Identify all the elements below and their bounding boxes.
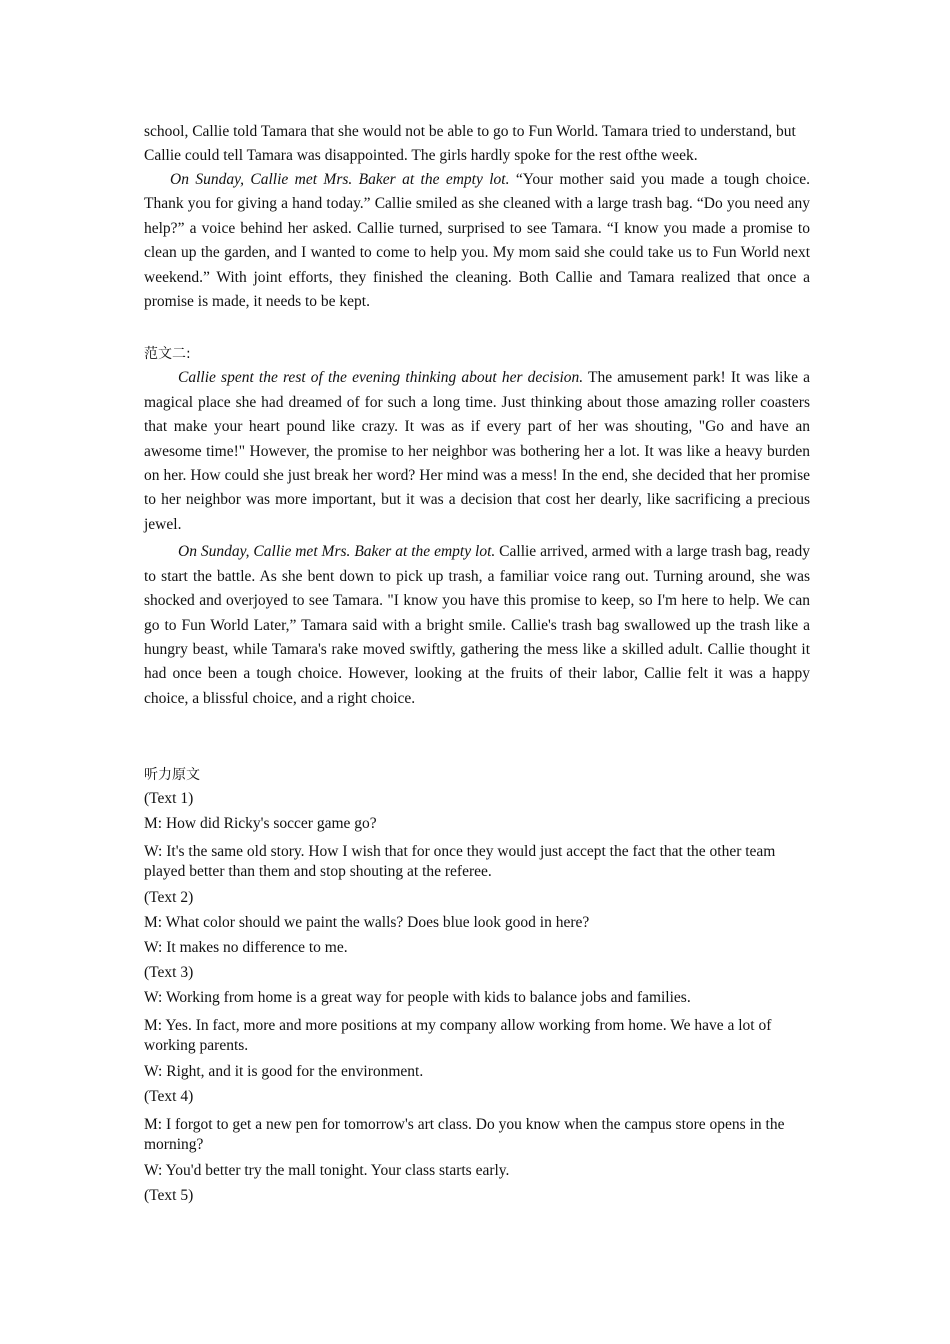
document-page	[144, 120, 810, 1206]
passage-two-paragraph-2-body: Callie arrived, armed with a large trash bag, ready to start the battle. As she bent down to pick up trash, a familiar voice rang out. Turning around, she was shocked and overjoyed to see Tamara. "I know you have this promise to keep, so I'm here to help. We can go to Fun World Later,” Tamara said with a bright smile. Callie's trash bag swallowed up the trash like a hungry beast, while Tamara's rake moved swiftly, gathering the mess like a skilled adult. Callie thought it had once been a tough choice. However, looking at the fruits of their labor, Callie felt it was a happy choice, a blissful choice, and a right choice.	[144, 543, 810, 707]
passage-one-paragraph-1: school, Callie told Tamara that she would not be able to go to Fun World. Tamara tried to understand, but Callie could tell Tamara was disappointed. The girls hardly spoke for the rest ofthe week.	[144, 123, 796, 164]
text-2-label: (Text 2)	[144, 889, 194, 907]
passage-two-paragraph-2-lead: On Sunday, Callie met Mrs. Baker at the empty lot.	[178, 543, 496, 561]
text-4-man-line: M: I forgot to get a new pen for tomorrow's art class. Do you know when the campus store opens in the morning?	[144, 1116, 785, 1154]
text-2-man-line: M: What color should we paint the walls? Does blue look good in here?	[144, 914, 590, 932]
listening-heading: 听力原文	[144, 767, 200, 784]
text-1-man-line: M: How did Ricky's soccer game go?	[144, 815, 377, 833]
text-1-woman-line: W: It's the same old story. How I wish that for once they would just accept the fact that the other team played better than them and stop shouting at the referee.	[144, 843, 776, 881]
passage-two-paragraph-1-lead: Callie spent the rest of the evening thinking about her decision.	[178, 369, 584, 387]
passage-two-paragraph-1-body: The amusement park! It was like a magical place she had dreamed of for such a long time. Just thinking about those amazing roller coasters that make your heart pound like crazy. It was as if every part of her was shouting, "Go and have an awesome time!" However, the promise to her neighbor was bothering her a lot. It was like a heavy burden on her. How could she just break her word? Her mind was a mess! In the end, she decided that her promise to her neighbor was more important, but it was a decision that cost her dearly, like sacrificing a precious jewel.	[144, 369, 811, 533]
text-3-woman-line-2: W: Right, and it is good for the environment.	[144, 1063, 424, 1081]
passage-two-heading: 范文二:	[144, 346, 191, 363]
listening-script	[144, 763, 810, 1206]
text-3-label: (Text 3)	[144, 964, 194, 982]
text-3-man-line: M: Yes. In fact, more and more positions at my company allow working from home. We have a lot of working parents.	[144, 1017, 772, 1055]
text-5-label: (Text 5)	[144, 1187, 194, 1205]
passage-two-paragraph-2	[144, 540, 810, 711]
passage-one-paragraph-2-body: “Your mother said you made a tough choice. Thank you for giving a hand today.” Callie smiled as she cleaned with a large trash bag. “Do you need any help?” a voice behind her asked. Callie turned, surprised to see Tamara. “I know you made a promise to clean up the garden, and I wanted to come to help you. My mom said she could take us to Fun World next weekend.” With joint efforts, they finished the cleaning. Both Callie and Tamara realized that once a promise is made, it needs to be kept.	[144, 171, 810, 311]
text-2-woman-line: W: It makes no difference to me.	[144, 939, 348, 957]
text-4-woman-line: W: You'd better try the mall tonight. Your class starts early.	[144, 1162, 510, 1180]
passage-one-paragraph-2-lead: On Sunday, Callie met Mrs. Baker at the empty lot.	[170, 171, 510, 188]
passage-one-paragraph-2	[144, 168, 810, 314]
text-4-label: (Text 4)	[144, 1088, 194, 1106]
text-1-label: (Text 1)	[144, 790, 194, 808]
passage-two-paragraph-1	[144, 366, 810, 537]
text-3-woman-line-1: W: Working from home is a great way for people with kids to balance jobs and families.	[144, 989, 691, 1007]
